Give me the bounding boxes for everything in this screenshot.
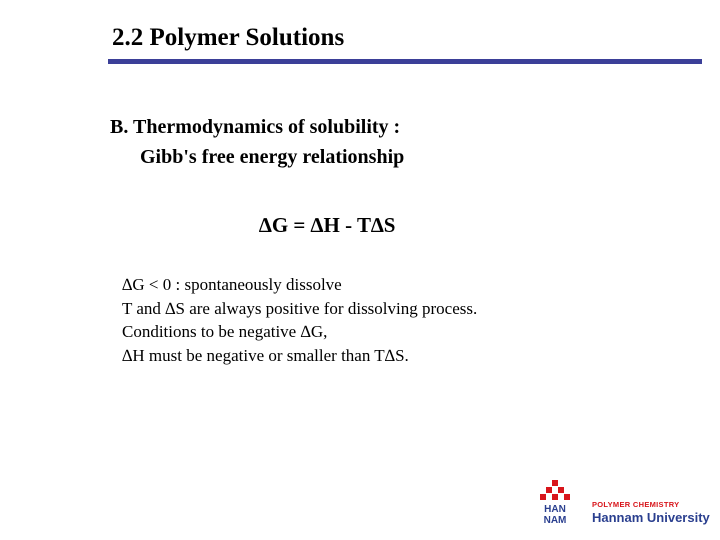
section-heading [110,112,404,172]
notes-block [122,273,477,367]
logo-tagline: POLYMER CHEMISTRY [592,500,680,509]
title-underline [108,59,702,64]
note-line: T and ∆S are always positive for dissolving process. [122,298,478,318]
hannam-emblem-icon [540,480,572,525]
note-line: ∆G < 0 : spontaneously dissolve [122,275,342,294]
gibbs-equation: ∆G = ∆H - T∆S [259,213,396,237]
slide-title: 2.2 Polymer Solutions [112,24,345,51]
university-logo [540,480,710,525]
note-line: Conditions to be negative ∆G, [122,322,328,341]
section-heading-line1: B. Thermodynamics of solubility : [110,116,401,138]
note-line: ∆H must be negative or smaller than T∆S. [122,345,409,365]
logo-mark-han: HAN [544,504,566,515]
section-heading-line2: Gibb's free energy relationship [140,146,405,168]
logo-university-name: Hannam University [592,510,710,525]
logo-mark-nam: NAM [543,515,567,525]
